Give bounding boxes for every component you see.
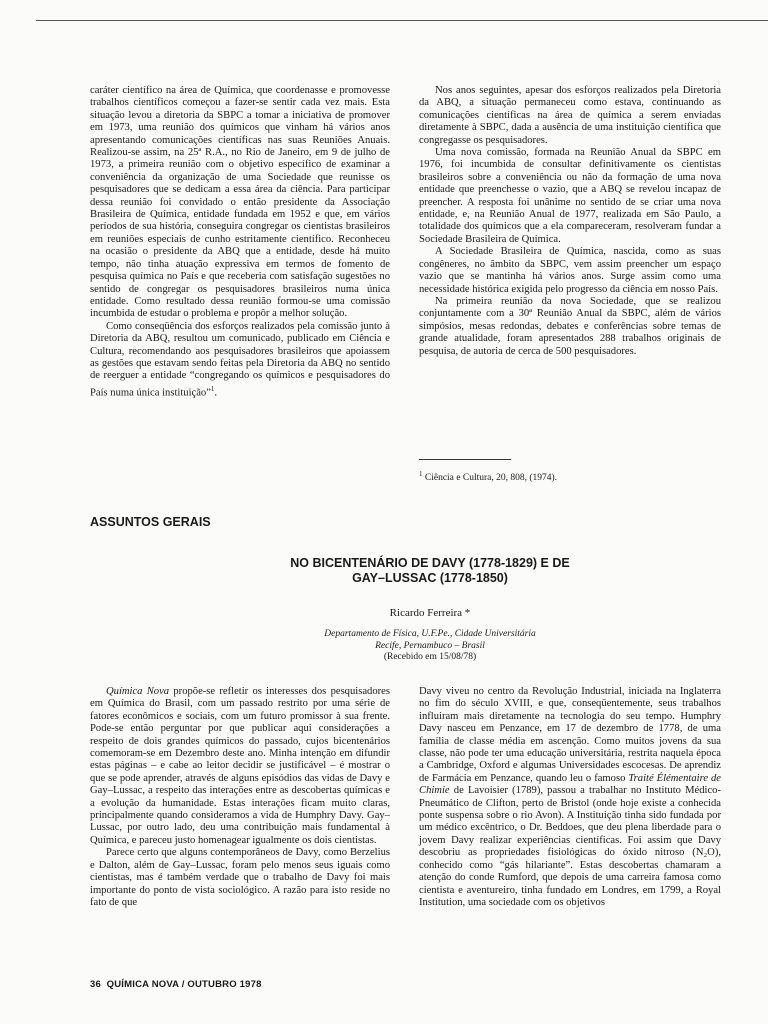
bottom-left-column: [90, 686, 390, 909]
header-rule: [36, 20, 768, 21]
article-title: [200, 556, 660, 586]
received-date: (Recebido em 15/08/78): [383, 652, 477, 662]
top-left-paragraph-2-text: Como conseqüência dos esforços realizados pela comissão junto à Diretoria da ABQ, resultou um comunicado, publicado em Ciência e Cultura, recomendando aos pesquisadores brasileiros que apoiassem as gestões que estavam sendo feitas pela Diretoria da ABQ no sentido de reerguer a entidade “congregando os químicos e pesquisadores do País numa única instituição”: [90, 320, 390, 399]
journal-name: Química Nova: [106, 686, 170, 697]
footnote: [419, 470, 721, 483]
bottom-right-column: [419, 686, 721, 909]
affiliation-line-1: Departamento de Física, U.F.Pe., Cidade Universitária: [324, 629, 536, 639]
top-left-paragraph-2-end: .: [214, 387, 218, 399]
page-footer: 36 QUÍMICA NOVA / OUTUBRO 1978: [90, 979, 262, 990]
article-title-line-1: NO BICENTENÁRIO DE DAVY (1778-1829) E DE: [290, 556, 570, 570]
bottom-right-paragraph-1: [419, 686, 721, 909]
bottom-right-text-a: Davy viveu no centro da Revolução Industrial, iniciada na Inglaterra no fim do século XVIII, e que, conseqüentemente, seus trabalhos influiram mais diretamente na tecnologia do seu tempo. Humphry Davy nasceu em Penzance, em 17 de dezembro de 1778, de uma família de classe média em ascenção. Como muitos jovens da sua classe, não pode ter uma educação universitária, restrita naquela época a Cambridge, Oxford e algumas Universidades escocesas. De aprendiz de Farmácia em Penzance, quando leu o famoso: [419, 686, 721, 784]
footnote-rule: [419, 459, 511, 460]
bottom-right-text-b: de Lavoisier (1789), passou a trabalhar no Instituto Médico-Pneumático de Clifton, perto de Bristol (onde hoje existe a conhecida ponte suspensa sobre o rio Avon). A Instituição tinha sido fundada por um médico excêntrico, o Dr. Beddoes, que deu plena liberdade para o jovem Davy realizar experiências científicas. Foi assim que Davy descobriu as propriedades fisiológicas do óxido nitroso (N₂O), conhecido como “gás hilariante”. Estas descobertas chamaram a atenção do conde Rumford, que depois de uma carreira famosa como cientista e aventureiro, tinha fundado em Londres, em 1799, a Royal Institution, uma sociedade com os objetivos: [419, 785, 721, 908]
top-right-paragraph-3: A Sociedade Brasileira de Química, nascida, como as suas congêneres, no âmbito da SBPC, vem assim preencher um espaço vazio que se mantinha há vários anos. Surge assim como uma necessidade histórica exigida pelo progresso da ciência em nosso País.: [419, 246, 721, 295]
top-right-paragraph-2: Uma nova comissão, formada na Reunião Anual da SBPC em 1976, foi incumbida de consultar definitivamente os cientistas brasileiros sobre a conveniência ou não da formação de uma nova entidade que preenchesse o vazio, que a ABQ se revelou incapaz de preencher. A resposta foi unânime no sentido de se criar uma nova entidade, e, na Reunião Anual de 1977, realizada em São Paulo, a totalidade dos químicos que a ela compareceram, resolveram fundar a Sociedade Brasileira de Química.: [419, 147, 721, 245]
book-title: Traité Élémentaire de Chimie: [419, 772, 721, 797]
bottom-left-paragraph-2: Parece certo que alguns contemporâneos de Davy, como Berzelius e Dalton, além de Gay–Lussac, foram pelo menos seus iguais como cientistas, mas é também verdade que o trabalho de Davy foi mais importante do ponto de vista sociológico. A razão para isto reside no fato de que: [90, 847, 390, 908]
footnote-mark: 1: [419, 470, 423, 478]
top-left-column: [90, 85, 390, 400]
top-right-paragraph-4: Na primeira reunião da nova Sociedade, que se realizou conjuntamente com a 30ª Reunião Anual da SBPC, além de vários simpósios, mesas redondas, debates e conferências sobre temas de grande atualidade, foram apresentados 288 trabalhos originais de pesquisa, de autoria de cerca de 500 pesquisadores.: [419, 295, 721, 357]
article-title-line-2: GAY–LUSSAC (1778-1850): [352, 571, 508, 585]
footnote-reference: 1: [210, 384, 215, 393]
top-left-paragraph-2: [90, 321, 390, 400]
top-right-column: [419, 85, 721, 358]
section-label: ASSUNTOS GERAIS: [90, 515, 211, 529]
article-affiliation: [200, 629, 660, 664]
bottom-left-paragraph-1-text: propõe-se refletir os interesses dos pesquisadores em Química do Brasil, com um passado restrito por uma série de fatores econômicos e sociais, com um futuro promissor à sua frente. Pode-se então perguntar por que publicar aqui considerações a respeito de dois grandes químicos do passado, cujos bicentenários comemoram-se em Dezembro deste ano. Minha intenção em difundir estas páginas – e cabe ao leitor decidir se justificável – é mostrar o que se pode aprender, através de alguns episódios das vidas de Davy e Gay–Lussac, a respeito das interações entre as descobertas químicas e a evolução da humanidade. Estas interações ficam muito claras, principalmente quando consideramos a vida de Humphry Davy. Gay–Lussac, por outro lado, deu uma contribuição mais fundamental à Química, e pareceu justo homenagear igualmente os dois cientistas.: [90, 686, 390, 846]
footnote-text: Ciência e Cultura, 20, 808, (1974).: [424, 473, 558, 484]
article-author: Ricardo Ferreira *: [389, 607, 471, 619]
bottom-left-paragraph-1: [90, 686, 390, 847]
affiliation-line-2: Recife, Pernambuco – Brasil: [375, 640, 485, 651]
top-right-paragraph-1: Nos anos seguintes, apesar dos esforços realizados pela Diretoria da ABQ, a situação permaneceu como estava, continuando as comunicações científicas na área de química a serem enviadas diretamente à SBPC, dada a ausência de uma instituição científica que congregasse os pesquisadores.: [419, 85, 721, 146]
top-left-paragraph-1: caráter científico na área de Química, que coordenasse e promovesse trabalhos científicos começou a fazer-se sentir cada vez mais. Esta situação levou a diretoria da SBPC a tomar a iniciativa de promover em 1973, uma reunião dos químicos que vinham há vários anos apresentando comunicações científicas nas suas Reuniões Anuais. Realizou-se assim, na 25ª R.A., no Rio de Janeiro, em 9 de julho de 1973, a primeira reunião com o objetivo específico de examinar a conveniência da organização de uma Sociedade que reunisse os pesquisadores que se dedicam a essa área da ciência. Para participar dessa reunião foi convidado o então presidente da Associação Brasileira de Química, entidade fundada em 1952 e que, em vários períodos de sua história, conseguira congregar os cientistas brasileiros em reuniões especiais de cunho estritamente científico. Reconheceu na ocasião o presidente da ABQ que a entidade, desde há muito tempo, não tinha atuação expressiva em termos de fomento de pesquisa química no País e que receberia com satisfação sugestões no sentido de congregar os pesquisadores brasileiros numa única entidade. Como resultado dessa reunião formou-se uma comissão incumbida de estudar o problema e propôr a melhor solução.: [90, 85, 390, 320]
